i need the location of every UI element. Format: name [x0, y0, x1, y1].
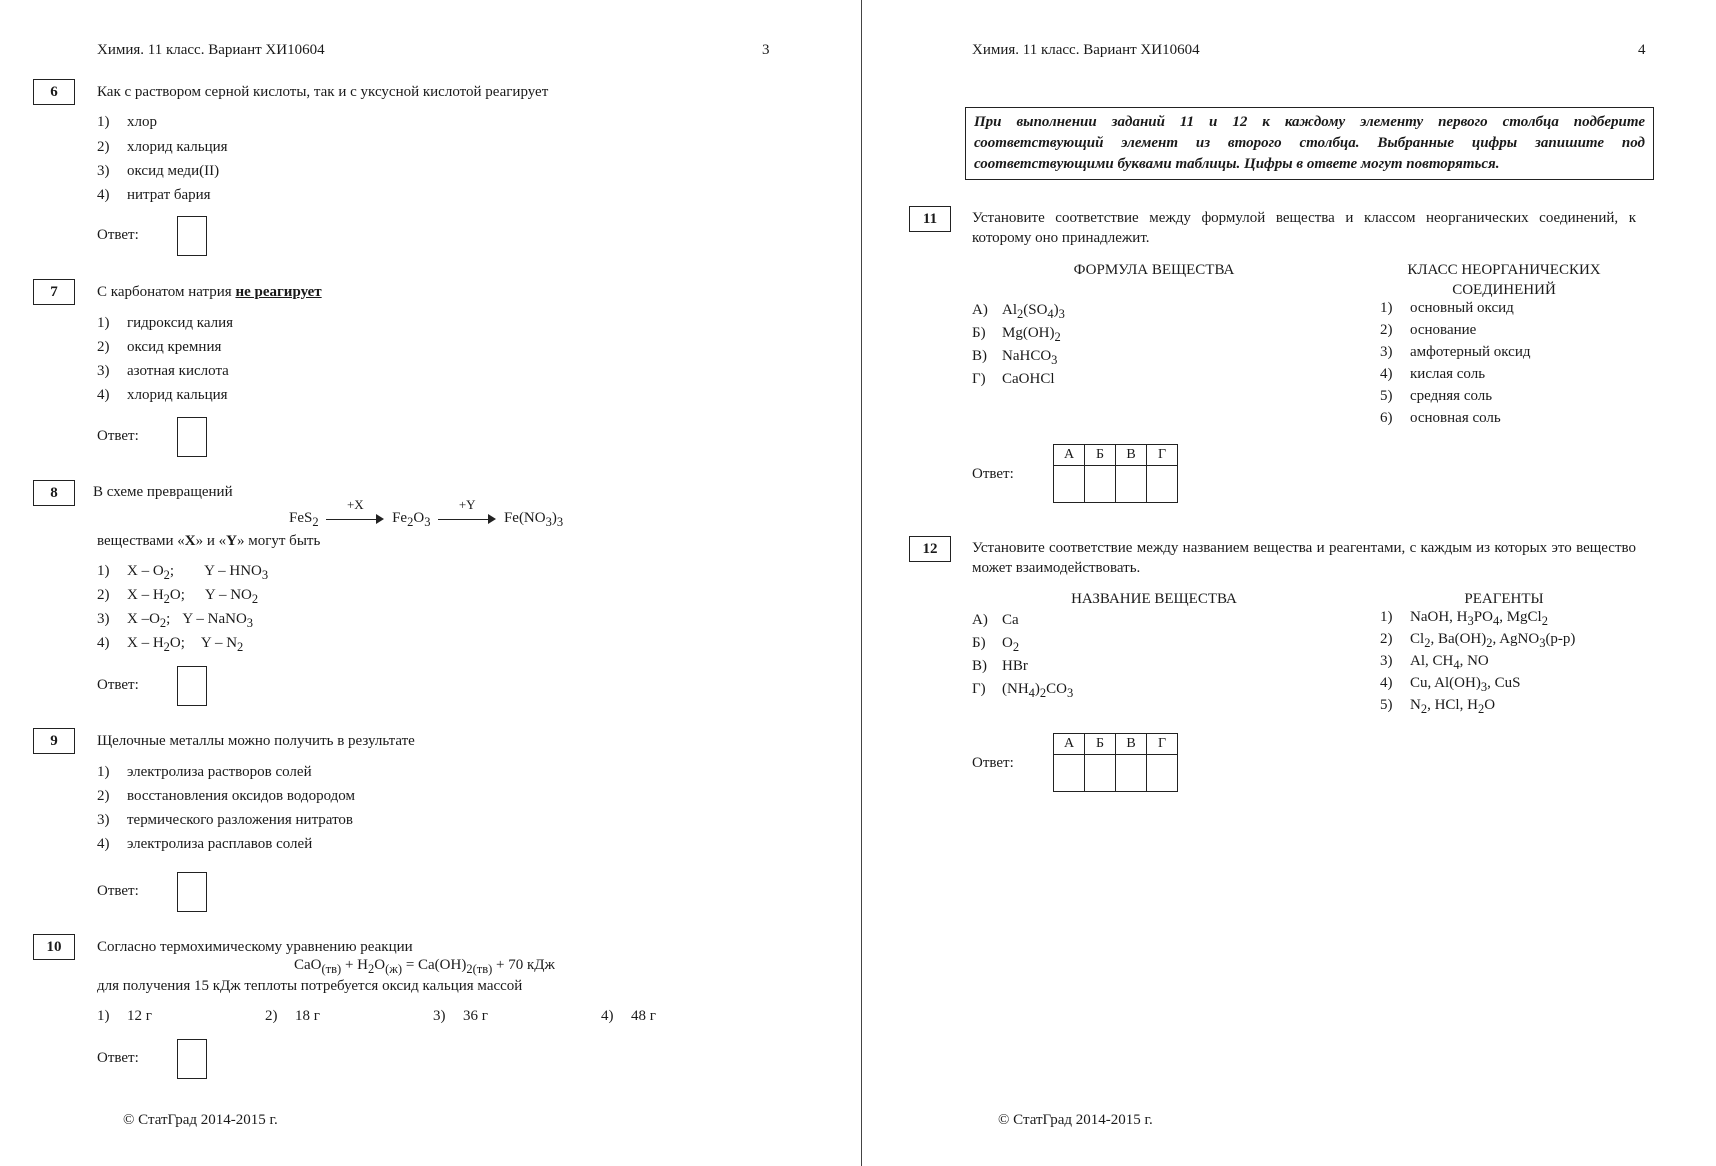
- question-7-text: С карбонатом натрия не реагирует: [97, 284, 322, 300]
- q11-left-item-a: А) $Al_2(SO_4)_3$: [972, 302, 1065, 321]
- answer-label: Ответ:: [97, 677, 139, 693]
- q7-answer-box[interactable]: [177, 417, 207, 457]
- q11-right-item-2: 2) основание: [1380, 322, 1477, 338]
- q6-option-4[interactable]: 4) нитрат бария: [97, 187, 211, 203]
- q11-answer-cell-v[interactable]: [1116, 466, 1147, 503]
- q12-answer-cell-b[interactable]: [1085, 755, 1116, 792]
- q11-right-item-5: 5) средняя соль: [1380, 388, 1493, 404]
- q8-option-2[interactable]: 2) X – $H_2O$; Y – $NO_2$: [97, 587, 259, 606]
- q8-option-3[interactable]: 3) X $-O_2$; Y – NaNO$_3$: [97, 611, 254, 630]
- q11-left-item-v: В) NaHCO$_3$: [972, 348, 1058, 367]
- q10-option-4[interactable]: 4) 48 г: [601, 1008, 656, 1024]
- arrow-icon: +X: [326, 513, 384, 525]
- answer-label: Ответ:: [97, 1050, 139, 1066]
- q10-option-3[interactable]: 3) 36 г: [433, 1008, 488, 1024]
- q11-right-item-1: 1) основный оксид: [1380, 300, 1514, 316]
- question-8-text: В схеме превращений: [93, 484, 233, 500]
- page-number: 3: [762, 42, 770, 58]
- q7-option-4[interactable]: 4) хлорид кальция: [97, 387, 228, 403]
- q12-right-item-1: 1) NaOH, $H_3PO_4$, MgCl$_2$: [1380, 609, 1548, 628]
- q12-answer-table: [1053, 733, 1178, 792]
- q6-answer-box[interactable]: [177, 216, 207, 256]
- question-12-text: Установите соответствие между названием вещества и реагентами, с каждым из которых это вещество может взаимодействовать.: [972, 540, 1636, 576]
- q12-right-item-5: 5) $N_2$, HCl, $H_2O$: [1380, 697, 1496, 716]
- q11-column-class-heading: КЛАСС НЕОРГАНИЧЕСКИХ СОЕДИНЕНИЙ: [1407, 262, 1601, 298]
- answer-label: Ответ:: [972, 466, 1014, 482]
- answer-label: Ответ:: [97, 883, 139, 899]
- question-number-11: 11: [909, 206, 951, 232]
- q6-option-1[interactable]: 1) хлор: [97, 114, 157, 130]
- q10-answer-box[interactable]: [177, 1039, 207, 1079]
- q12-answer-cell-g[interactable]: [1147, 755, 1178, 792]
- answer-letter-b: Б: [1085, 734, 1116, 755]
- page-divider: [861, 0, 862, 1166]
- q10-option-1[interactable]: 1) 12 г: [97, 1008, 152, 1024]
- q8-option-1[interactable]: 1) X – $O_2$; Y – $HNO_3$: [97, 563, 269, 582]
- question-number-8: 8: [33, 480, 75, 506]
- q11-left-item-g: Г) CaOHCl: [972, 371, 1055, 387]
- q7-option-2[interactable]: 2) оксид кремния: [97, 339, 222, 355]
- q11-column-formula-heading: ФОРМУЛА ВЕЩЕСТВА: [1073, 262, 1235, 278]
- q11-answer-cell-a[interactable]: [1054, 466, 1085, 503]
- answer-letter-g: Г: [1147, 734, 1178, 755]
- footer-copyright: © СтатГрад 2014-2015 г.: [123, 1112, 278, 1128]
- q9-option-4[interactable]: 4) электролиза расплавов солей: [97, 836, 313, 852]
- q9-option-3[interactable]: 3) термического разложения нитратов: [97, 812, 354, 828]
- arrow-icon: +Y: [438, 513, 496, 525]
- page-header-title: Химия. 11 класс. Вариант ХИ10604: [97, 42, 325, 58]
- answer-label: Ответ:: [97, 227, 139, 243]
- q12-left-item-g: Г) $(NH_4)_2CO_3$: [972, 681, 1074, 700]
- question-9-text: Щелочные металлы можно получить в результате: [97, 733, 415, 749]
- q8-option-4[interactable]: 4) X – $H_2O$; Y – $N_2$: [97, 635, 244, 654]
- page-number: 4: [1638, 42, 1646, 58]
- q9-answer-box[interactable]: [177, 872, 207, 912]
- q12-right-item-4: 4) Cu, $Al(OH)_3$, CuS: [1380, 675, 1521, 694]
- question-10-subtext: для получения 15 кДж теплоты потребуется оксид кальция массой: [97, 978, 523, 994]
- transformation-scheme: FeS$_2$ +X $Fe_2O_3$ +Y $Fe(NO_3)_3$: [289, 496, 564, 529]
- question-number-6: 6: [33, 79, 75, 105]
- question-number-10: 10: [33, 934, 75, 960]
- question-11-text: Установите соответствие между формулой вещества и классом неорганических соединений, к которому оно принадлежит.: [972, 210, 1636, 246]
- page-header-title: Химия. 11 класс. Вариант ХИ10604: [972, 42, 1200, 58]
- q7-option-1[interactable]: 1) гидроксид калия: [97, 315, 234, 331]
- question-6-text: Как с раствором серной кислоты, так и с уксусной кислотой реагирует: [97, 84, 549, 100]
- q9-option-1[interactable]: 1) электролиза растворов солей: [97, 764, 312, 780]
- q12-right-item-3: 3) Al, $CH_4$, NO: [1380, 653, 1489, 672]
- answer-letter-v: В: [1116, 734, 1147, 755]
- answer-letter-b: Б: [1085, 445, 1116, 466]
- q7-option-3[interactable]: 3) азотная кислота: [97, 363, 229, 379]
- q9-option-2[interactable]: 2) восстановления оксидов водородом: [97, 788, 355, 804]
- q12-column-name-heading: НАЗВАНИЕ ВЕЩЕСТВА: [1071, 591, 1237, 607]
- q6-option-2[interactable]: 2) хлорид кальция: [97, 139, 228, 155]
- q10-option-2[interactable]: 2) 18 г: [265, 1008, 320, 1024]
- answer-letter-g: Г: [1147, 445, 1178, 466]
- answer-label: Ответ:: [97, 428, 139, 444]
- q12-left-item-b: Б) $O_2$: [972, 635, 1020, 654]
- answer-letter-a: А: [1054, 445, 1085, 466]
- instruction-box: При выполнении заданий 11 и 12 к каждому элементу первого столбца подберите соответствующий элемент из второго столбца. Выбранные цифры запишите под соответствующими буквами таблицы. Цифры в ответе могут повторяться.: [965, 107, 1654, 180]
- q11-left-item-b: Б) $Mg(OH)_2$: [972, 325, 1061, 344]
- question-number-9: 9: [33, 728, 75, 754]
- question-number-7: 7: [33, 279, 75, 305]
- q12-left-item-a: А) Ca: [972, 612, 1019, 628]
- q12-column-reagents-heading: РЕАГЕНТЫ: [1464, 591, 1544, 607]
- q6-option-3[interactable]: 3) оксид меди(II): [97, 163, 220, 179]
- answer-label: Ответ:: [972, 755, 1014, 771]
- answer-letter-a: А: [1054, 734, 1085, 755]
- q12-left-item-v: В) HBr: [972, 658, 1028, 674]
- q12-answer-cell-v[interactable]: [1116, 755, 1147, 792]
- right-page: [864, 0, 1716, 1166]
- answer-letter-v: В: [1116, 445, 1147, 466]
- q11-right-item-6: 6) основная соль: [1380, 410, 1501, 426]
- question-8-subtext: веществами «X» и «Y» могут быть: [97, 533, 321, 549]
- q11-answer-table: [1053, 444, 1178, 503]
- thermochemical-equation: $CaO_{(тв)} + H_2O_{(ж)} = Ca(OH)_{2(тв)} + 70$ кДж: [294, 957, 555, 976]
- q11-answer-cell-g[interactable]: [1147, 466, 1178, 503]
- question-10-text: Согласно термохимическому уравнению реакции: [97, 939, 413, 955]
- q11-answer-cell-b[interactable]: [1085, 466, 1116, 503]
- q12-answer-cell-a[interactable]: [1054, 755, 1085, 792]
- q11-right-item-4: 4) кислая соль: [1380, 366, 1486, 382]
- q8-answer-box[interactable]: [177, 666, 207, 706]
- q12-right-item-2: 2) $Cl_2$, $Ba(OH)_2$, AgNO$_3$(р-р): [1380, 631, 1576, 650]
- q11-right-item-3: 3) амфотерный оксид: [1380, 344, 1531, 360]
- footer-copyright: © СтатГрад 2014-2015 г.: [998, 1112, 1153, 1128]
- question-number-12: 12: [909, 536, 951, 562]
